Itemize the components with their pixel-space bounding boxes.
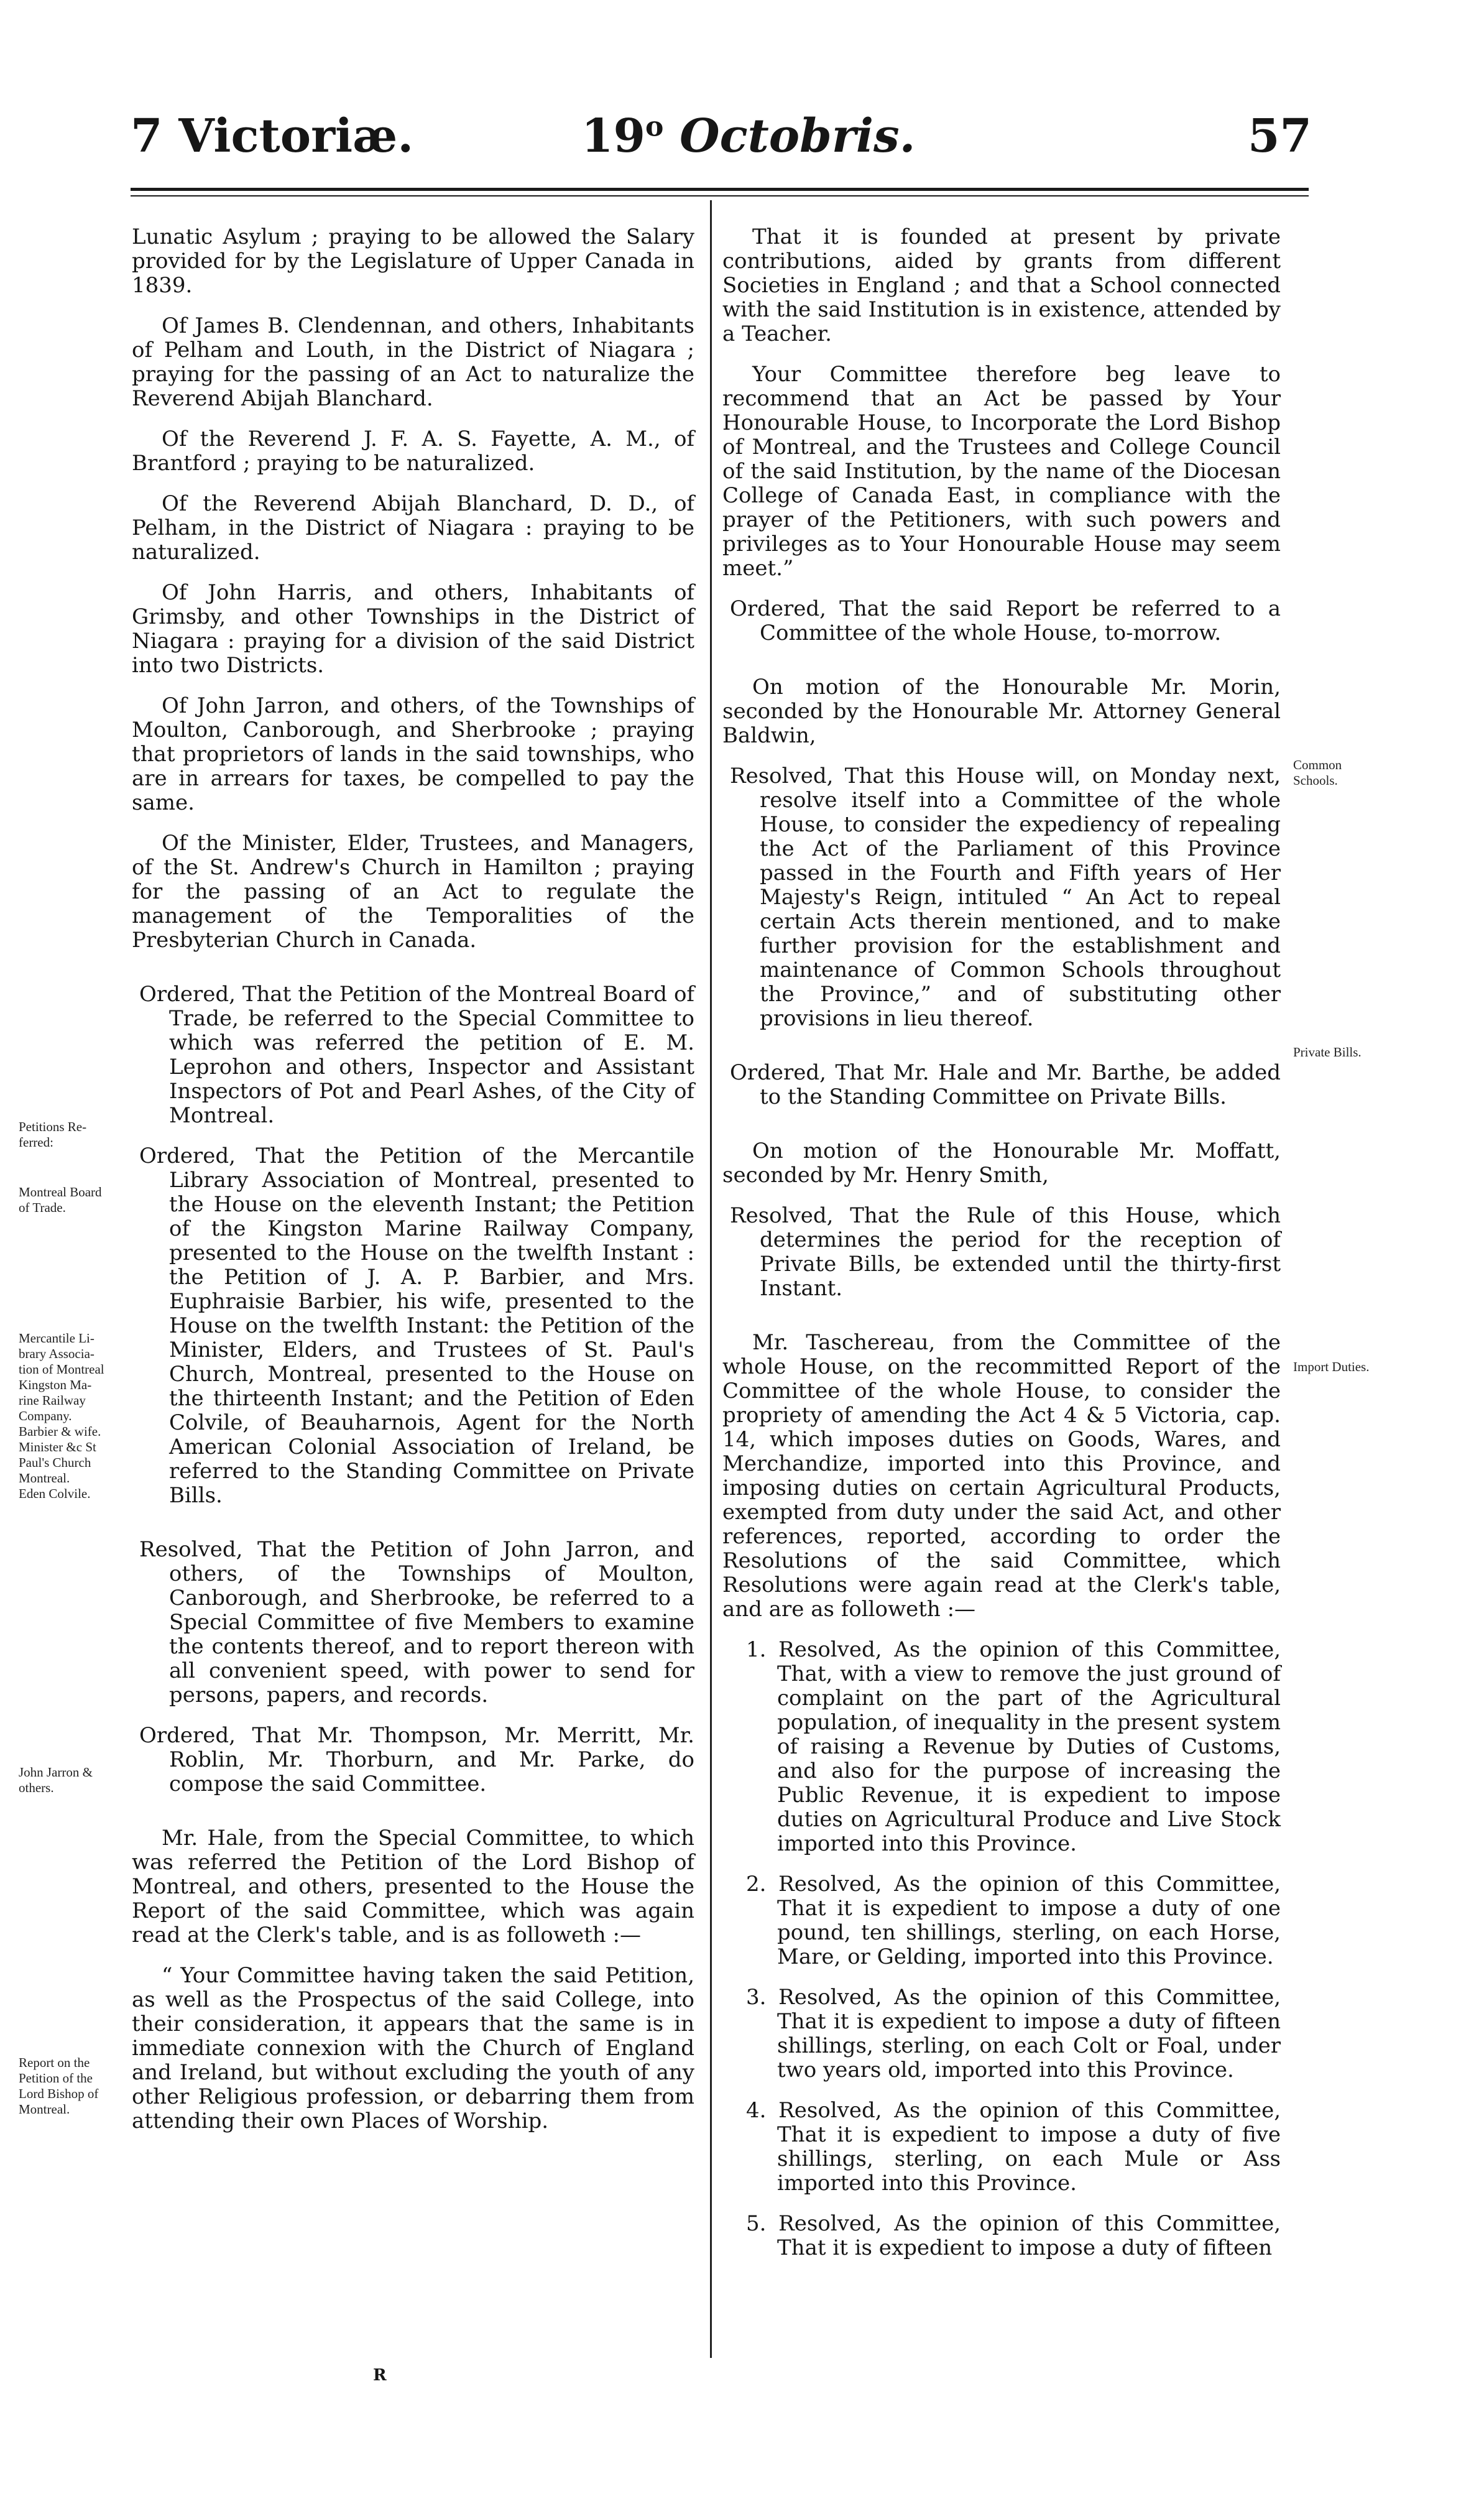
petition-entry: Of James B. Clendennan, and others, Inhabitants of Pelham and Louth, in the District of Niagara ; praying for the passing of an Act to naturalize the Reverend Abijah Blanchard. <box>132 313 694 411</box>
margin-note-mercantile-list: Mercantile Li- brary Associa- tion of Montreal Kingston Ma- rine Railway Company. Barbier & wife. Minister &c St Paul's Church Montreal. Eden Colvile. <box>19 1331 104 1501</box>
petition-entry: Of the Reverend Abijah Blanchard, D. D., of Pelham, in the District of Niagara : praying to be naturalized. <box>132 491 694 565</box>
date-superscript: o <box>645 111 664 143</box>
paragraph: Lunatic Asylum ; praying to be allowed the Salary provided for by the Legislature of Upper Canada in 1839. <box>132 224 694 298</box>
left-column <box>132 225 694 2150</box>
resolution-2: 2. Resolved, As the opinion of this Committee, That it is expedient to impose a duty of one pound, ten shillings, sterling, on each Horse, Mare, or Gelding, imported into this Province. <box>746 1872 1281 1969</box>
resolution-4: 4. Resolved, As the opinion of this Committee, That it is expedient to impose a duty of five shillings, sterling, on each Mule or Ass imported into this Province. <box>746 2098 1281 2196</box>
order-private-bills-committee: Ordered, That Mr. Hale and Mr. Barthe, be added to the Standing Committee on Private Bills. <box>730 1060 1281 1109</box>
report-text: That it is founded at present by private contributions, aided by grants from different Societies in England ; and that a School connected with the said Institution is in existence, attended by a Teacher. <box>722 224 1281 346</box>
resolution-1: 1. Resolved, As the opinion of this Committee, That, with a view to remove the just ground of complaint on the part of the Agricultural population, of inequality in the present system of raising a Revenue by Duties of Customs, and also for the purpose of increasing the Public Revenue, it is expedient to impose duties on Agricultural Produce and Live Stock imported into this Province. <box>746 1637 1281 1856</box>
report-introduction: Mr. Hale, from the Special Committee, to which was referred the Petition of the Lord Bishop of Montreal, and others, presented to the House the Report of the said Committee, which was again read at the Clerk's table, and is as followeth :— <box>132 1826 694 1948</box>
date-month: Octobris. <box>680 109 916 163</box>
petition-entry: Of the Minister, Elder, Trustees, and Managers, of the St. Andrew's Church in Hamilton ; praying for the passing of an Act to regulate the management of the Temporalities of the Presbyterian Church in Canada. <box>132 831 694 953</box>
margin-note-private-bills: Private Bills. <box>1293 1045 1362 1060</box>
regnal-year: 7 Victoriæ. <box>131 109 414 163</box>
margin-note-common-schools: Common Schools. <box>1293 757 1342 788</box>
margin-note-report-petition: Report on the Petition of the Lord Bishop of Montreal. <box>19 2055 99 2117</box>
resolution-common-schools: Resolved, That this House will, on Monday next, resolve itself into a Committee of the whole House, to consider the expediency of repealing the Act of the Parliament of this Province passed in the Fourth and Fifth years of Her Majesty's Reign, intituled “ An Act to repeal certain Acts therein mentioned, and to make further provision for the establishment and maintenance of Common Schools throughout the Province,” and of substituting other provisions in lieu thereof. <box>730 764 1281 1031</box>
header-rule-thin <box>131 195 1309 196</box>
order-report-referred: Ordered, That the said Report be referred to a Committee of the whole House, to-morrow. <box>730 596 1281 645</box>
date-day: 19 <box>581 109 645 163</box>
order-private-bills: Ordered, That the Petition of the Mercantile Library Association of Montreal, presented to the House on the eleventh Instant; the Petition of the Kingston Marine Railway Company, presented to the House on the twelfth Instant : the Petition of J. A. P. Barbier, and Mrs. Euphraisie Barbier, his wife, presented to the House on the twelfth Instant: the Petition of the Minister, Elders, and Trustees of St. Paul's Church, Montreal, presented to the House on the thirteenth Instant; and the Petition of Eden Colvile, of Beauharnois, Agent for the North American Colonial Association of Ireland, be referred to the Standing Committee on Private Bills. <box>139 1144 694 1508</box>
resolution-jarron: Resolved, That the Petition of John Jarron, and others, of the Townships of Moulton, Canborough, and Sherbrooke, be referred to a Special Committee of five Members to examine the contents thereof, and to report thereon with all convenient speed, with power to send for persons, papers, and records. <box>139 1537 694 1708</box>
report-import-duties: Mr. Taschereau, from the Committee of the whole House, on the recommitted Report of the Committee of the whole House, to consider the propriety of amending the Act 4 & 5 Victoria, cap. 14, which imposes duties on Goods, Wares, and Merchandize, imported into this Province, and imposing duties on certain Agricultural Products, exempted from duty under the said Act, and other references, reported, according to order the Resolutions of the said Committee, which Resolutions were again read at the Clerk's table, and are as followeth :— <box>722 1330 1281 1622</box>
petition-entry: Of the Reverend J. F. A. S. Fayette, A. M., of Brantford ; praying to be naturalized. <box>132 427 694 476</box>
column-divider <box>710 200 712 2358</box>
page-number: 57 <box>1248 109 1312 163</box>
signature-mark: R <box>373 2366 387 2385</box>
order-montreal-board: Ordered, That the Petition of the Montreal Board of Trade, be referred to the Special Committee to which was referred the petition of E. M. Leprohon and others, Inspector and Assistant Inspectors of Pot and Pearl Ashes, of the City of Montreal. <box>139 982 694 1128</box>
margin-note-petitions-referred: Petitions Re- ferred: <box>19 1119 87 1150</box>
report-recommendation: Your Committee therefore beg leave to recommend that an Act be passed by Your Honourable House, to Incorporate the Lord Bishop of Montreal, and the Trustees and College Council of the said Institution, by the name of the Diocesan College of Canada East, in compliance with the prayer of the Petitioners, with such powers and privileges as to Your Honourable House may seem meet.” <box>722 362 1281 581</box>
margin-note-import-duties: Import Duties. <box>1293 1359 1370 1374</box>
petition-entry: Of John Harris, and others, Inhabitants of Grimsby, and other Townships in the District of Niagara : praying for a division of the said District into two Districts. <box>132 580 694 678</box>
right-column <box>722 225 1281 2276</box>
margin-note-montreal-board: Montreal Board of Trade. <box>19 1185 102 1215</box>
running-header <box>131 109 1312 184</box>
date-heading <box>581 109 915 163</box>
motion-morin: On motion of the Honourable Mr. Morin, seconded by the Honourable Mr. Attorney General Baldwin, <box>722 675 1281 748</box>
order-committee-members: Ordered, That Mr. Thompson, Mr. Merritt, Mr. Roblin, Mr. Thorburn, and Mr. Parke, do compose the said Committee. <box>139 1723 694 1796</box>
resolution-3: 3. Resolved, As the opinion of this Committee, That it is expedient to impose a duty of fifteen shillings, sterling, on each Colt or Foal, under two years old, imported into this Province. <box>746 1985 1281 2082</box>
motion-moffatt: On motion of the Honourable Mr. Moffatt, seconded by Mr. Henry Smith, <box>722 1139 1281 1188</box>
resolution-private-bills-period: Resolved, That the Rule of this House, which determines the period for the reception of Private Bills, be extended until the thirty-first Instant. <box>730 1203 1281 1301</box>
petition-entry: Of John Jarron, and others, of the Townships of Moulton, Canborough, and Sherbrooke ; praying that proprietors of lands in the said townships, who are in arrears for taxes, be compelled to pay the same. <box>132 693 694 815</box>
header-rule-thick <box>131 188 1309 191</box>
report-text: “ Your Committee having taken the said Petition, as well as the Prospectus of the said College, into their consideration, it appears that the same is in immediate connexion with the Church of England and Ireland, but without excluding the youth of any other Religious profession, or debarring them from attending their own Places of Worship. <box>132 1963 694 2133</box>
resolution-5: 5. Resolved, As the opinion of this Committee, That it is expedient to impose a duty of fifteen <box>746 2211 1281 2260</box>
margin-note-john-jarron: John Jarron & others. <box>19 1765 93 1795</box>
